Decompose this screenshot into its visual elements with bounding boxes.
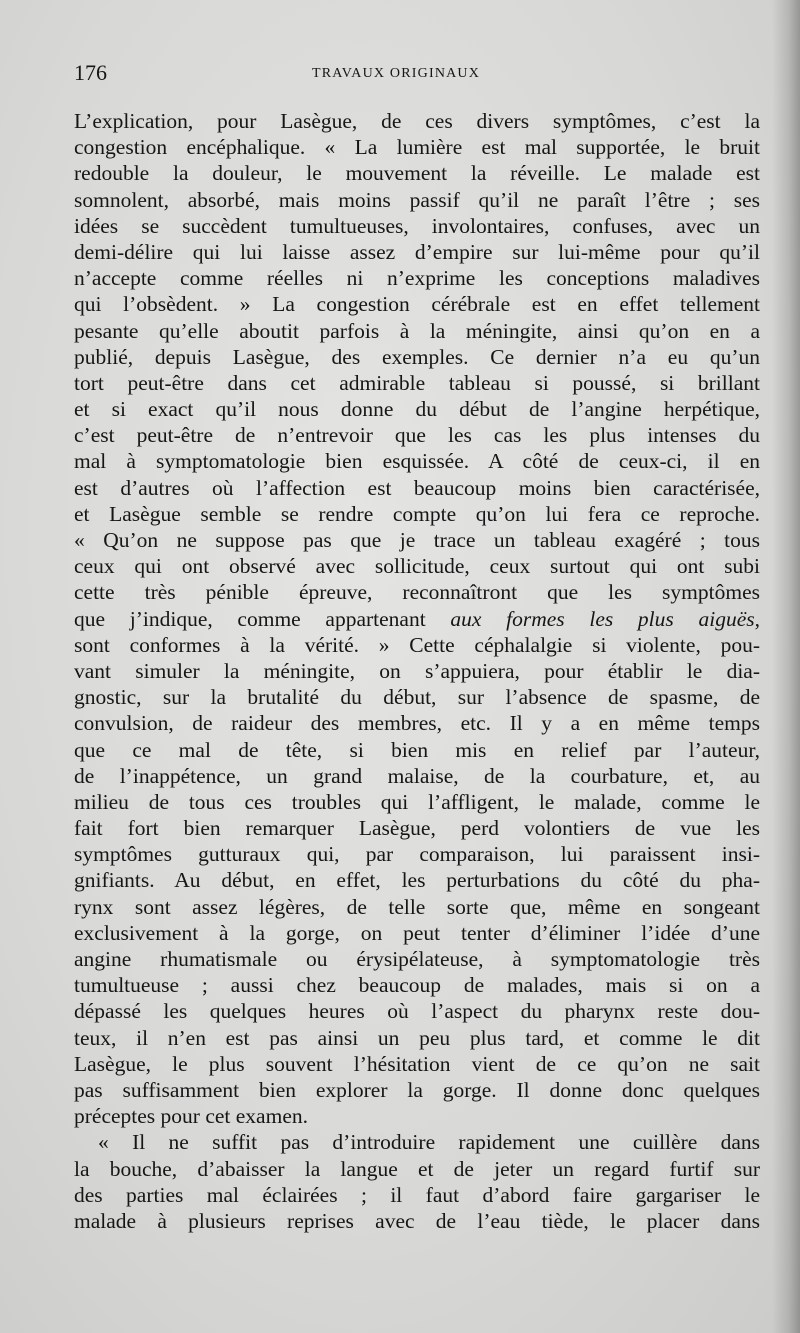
text-line <box>74 108 760 134</box>
text-line <box>74 841 760 867</box>
line-text: que j’indique, comme appartenant <box>74 606 451 631</box>
text-line <box>74 501 760 527</box>
text-line <box>74 606 760 632</box>
line-text: « Il ne suffit pas d’introduire rapidement une cuillère dans <box>98 1130 760 1155</box>
line-text: congestion encéphalique. « La lumière est mal supportée, le bruit <box>74 135 760 160</box>
text-line <box>74 684 760 710</box>
line-text: que ce mal de tête, si bien mis en relief par l’auteur, <box>74 737 760 762</box>
line-text: milieu de tous ces troubles qui l’affligent, le malade, comme le <box>74 789 760 814</box>
line-text: pesante qu’elle aboutit parfois à la méningite, ainsi qu’on en a <box>74 318 760 343</box>
line-text: préceptes pour cet examen. <box>74 1104 308 1129</box>
text-line <box>74 579 760 605</box>
text-line <box>74 553 760 579</box>
running-title: TRAVAUX ORIGINAUX <box>312 66 481 81</box>
text-line <box>74 527 760 553</box>
text-line <box>74 710 760 736</box>
text-line <box>74 160 760 186</box>
text-line <box>74 920 760 946</box>
line-text: ceux qui ont observé avec sollicitude, ceux surtout qui ont subi <box>74 554 760 579</box>
line-text: qui l’obsèdent. » La congestion cérébrale est en effet tellement <box>74 292 760 317</box>
line-text: mal à symptomatologie bien esquissée. A côté de ceux-ci, il en <box>74 449 760 474</box>
body-text <box>74 108 760 1234</box>
line-text: gnostic, sur la brutalité du début, sur l’absence de spasme, de <box>74 685 760 710</box>
line-text: idées se succèdent tumultueuses, involontaires, confuses, avec un <box>74 213 760 238</box>
line-text: rynx sont assez légères, de telle sorte que, même en songeant <box>74 894 760 919</box>
text-line <box>74 1077 760 1103</box>
text-line <box>74 763 760 789</box>
line-text: L’explication, pour Lasègue, de ces divers symptômes, c’est la <box>74 109 760 133</box>
text-line <box>74 1182 760 1208</box>
line-text: n’accepte comme réelles ni n’exprime les conceptions maladives <box>74 266 760 291</box>
text-line <box>74 737 760 763</box>
line-text: de l’inappétence, un grand malaise, de la courbature, et, au <box>74 763 760 788</box>
line-text: dépassé les quelques heures où l’aspect du pharynx reste dou- <box>74 999 760 1024</box>
line-text: malade à plusieurs reprises avec de l’eau tiède, le placer dans <box>74 1208 760 1233</box>
text-line <box>74 265 760 291</box>
line-text: redouble la douleur, le mouvement la réveille. Le malade est <box>74 161 760 186</box>
text-line <box>74 370 760 396</box>
text-line <box>74 946 760 972</box>
line-text: exclusivement à la gorge, on peut tenter d’éliminer l’idée d’une <box>74 920 760 945</box>
page-gutter-shadow <box>772 0 800 1333</box>
line-text: et si exact qu’il nous donne du début de l’angine herpétique, <box>74 397 760 422</box>
line-text: demi-délire qui lui laisse assez d’empire sur lui-même pour qu’il <box>74 239 760 264</box>
line-text: tumultueuse ; aussi chez beaucoup de malades, mais si on a <box>74 973 760 998</box>
line-text: teux, il n’en est pas ainsi un peu plus tard, et comme le dit <box>74 1025 760 1050</box>
line-text: vant simuler la méningite, on s’appuiera, pour établir le dia- <box>74 658 760 683</box>
text-line <box>74 475 760 501</box>
text-line <box>74 658 760 684</box>
text-line <box>74 344 760 370</box>
text-line <box>74 1129 760 1155</box>
text-line <box>74 213 760 239</box>
text-line <box>74 972 760 998</box>
text-line <box>74 1208 760 1234</box>
text-line <box>74 1051 760 1077</box>
line-italic-text: aux formes les plus aiguës <box>450 606 755 631</box>
line-text: symptômes gutturaux qui, par comparaison, lui paraissent insi- <box>74 842 760 867</box>
line-text: somnolent, absorbé, mais moins passif qu’il ne paraît l’être ; ses <box>74 187 760 212</box>
page-header <box>0 58 800 88</box>
text-line <box>74 815 760 841</box>
line-text: Lasègue, le plus souvent l’hésitation vient de ce qu’on ne sait <box>74 1051 760 1076</box>
line-trailing-text: , <box>754 606 760 631</box>
text-line <box>74 448 760 474</box>
line-text: cette très pénible épreuve, reconnaîtront que les symptômes <box>74 580 760 605</box>
text-line <box>74 291 760 317</box>
text-line <box>74 1103 760 1129</box>
line-text: angine rhumatismale ou érysipélateuse, à symptomatologie très <box>74 947 760 971</box>
line-text: convulsion, de raideur des membres, etc. Il y a en même temps <box>74 711 760 736</box>
page-number: 176 <box>74 60 107 85</box>
line-text: publié, depuis Lasègue, des exemples. Ce dernier n’a eu qu’un <box>74 344 760 369</box>
line-text: « Qu’on ne suppose pas que je trace un tableau exagéré ; tous <box>74 528 760 552</box>
line-text: gnifiants. Au début, en effet, les perturbations du côté du pha- <box>74 868 760 893</box>
text-line <box>74 998 760 1024</box>
text-line <box>74 894 760 920</box>
line-text: des parties mal éclairées ; il faut d’abord faire gargariser le <box>74 1182 760 1207</box>
text-line <box>74 867 760 893</box>
text-line <box>74 789 760 815</box>
text-line <box>74 187 760 213</box>
line-text: sont conformes à la vérité. » Cette céphalalgie si violente, pou- <box>74 632 760 657</box>
line-text: et Lasègue semble se rendre compte qu’on lui fera ce reproche. <box>74 501 760 526</box>
text-line <box>74 318 760 344</box>
line-text: pas suffisamment bien explorer la gorge. Il donne donc quelques <box>74 1077 760 1102</box>
line-text: la bouche, d’abaisser la langue et de jeter un regard furtif sur <box>74 1156 760 1181</box>
text-line <box>74 239 760 265</box>
line-text: tort peut-être dans cet admirable tableau si poussé, si brillant <box>74 370 760 395</box>
text-line <box>74 422 760 448</box>
line-text: est d’autres où l’affection est beaucoup moins bien caractérisée, <box>74 475 760 500</box>
text-line <box>74 632 760 658</box>
line-text: c’est peut-être de n’entrevoir que les cas les plus intenses du <box>74 423 760 448</box>
text-line <box>74 1025 760 1051</box>
line-text: fait fort bien remarquer Lasègue, perd volontiers de vue les <box>74 816 760 841</box>
text-line <box>74 396 760 422</box>
text-line <box>74 1156 760 1182</box>
text-line <box>74 134 760 160</box>
